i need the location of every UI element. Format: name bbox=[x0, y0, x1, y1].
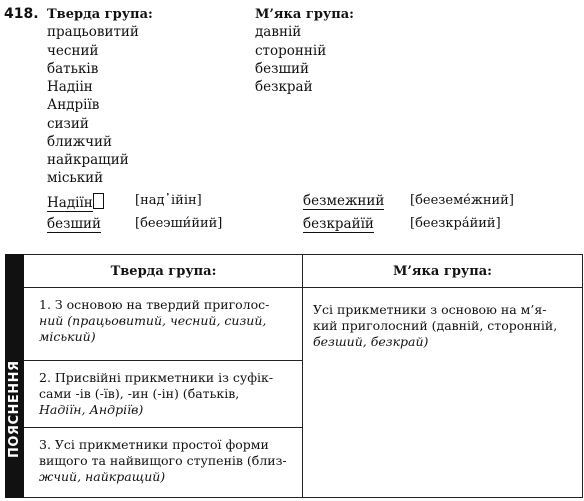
hard-group-heading: Тверда група: bbox=[47, 7, 153, 22]
hard-word: найкращий bbox=[47, 152, 129, 168]
analysis-word bbox=[303, 193, 384, 209]
analysis-word bbox=[47, 216, 101, 232]
transcription: [бееэши́йий] bbox=[135, 216, 223, 231]
transcription: [над᾽ійін] bbox=[135, 193, 202, 208]
soft-group-heading: М’яка група: bbox=[255, 7, 354, 22]
row-line: ний (працьовитий, чесний, сизий, bbox=[39, 313, 267, 328]
hard-row-3 bbox=[39, 437, 299, 485]
row-line: 3. Усі прикметники простої форми bbox=[39, 437, 269, 452]
row-line: Усі прикметники з основою на м’я- bbox=[313, 302, 547, 317]
row-line: безший, безкрай) bbox=[313, 334, 429, 349]
soft-word: безкрай bbox=[255, 79, 313, 95]
row-line: сами -ів (-їв), -ин (-ін) (батьків, bbox=[39, 386, 240, 401]
row-line: кий приголосний (давній, сторонній, bbox=[313, 318, 558, 333]
hard-word: чесний bbox=[47, 43, 99, 59]
table-border bbox=[582, 254, 583, 498]
table-border bbox=[24, 360, 303, 361]
hard-word: сизий bbox=[47, 116, 89, 132]
word-stem: Надіїн bbox=[47, 195, 93, 211]
hard-word: Андріїв bbox=[47, 97, 100, 113]
table-border bbox=[24, 287, 582, 288]
table-border bbox=[302, 254, 303, 498]
row-line: жчий, найкращий) bbox=[39, 469, 166, 484]
table-border bbox=[24, 427, 303, 428]
hard-word: Надіін bbox=[47, 79, 93, 95]
soft-row bbox=[313, 302, 579, 350]
analysis-word bbox=[303, 216, 374, 232]
soft-word: давній bbox=[255, 24, 302, 40]
col-header-hard: Тверда група: bbox=[110, 264, 217, 279]
word-stem: безмежний bbox=[303, 193, 385, 209]
row-line: 2. Присвійні прикметники із суфік- bbox=[39, 370, 274, 385]
row-line: вищого та найвищого ступенів (близ- bbox=[39, 453, 287, 468]
analysis-word bbox=[47, 193, 104, 211]
explanation-table bbox=[5, 254, 583, 498]
row-line: міський) bbox=[39, 329, 96, 344]
hard-row-1 bbox=[39, 297, 299, 345]
row-line: 1. З основою на твердий приголос- bbox=[39, 297, 270, 312]
side-label: ПОЯСНЕННЯ bbox=[7, 360, 22, 458]
transcription: [бееземе́жний] bbox=[410, 193, 514, 208]
table-border bbox=[24, 254, 582, 255]
side-label-bar bbox=[5, 254, 24, 498]
word-stem: безший bbox=[47, 216, 102, 232]
col-header-soft: М’яка група: bbox=[393, 264, 492, 279]
table-border bbox=[24, 497, 582, 498]
soft-word: безший bbox=[255, 61, 310, 77]
exercise-number: 418. bbox=[4, 6, 39, 22]
hard-row-2 bbox=[39, 370, 299, 418]
hard-word: міський bbox=[47, 170, 104, 186]
ending-box bbox=[93, 193, 104, 209]
word-stem: безкрайїй bbox=[303, 216, 374, 232]
row-line: Надіїн, Андріїв) bbox=[39, 402, 144, 417]
hard-word: працьовитий bbox=[47, 24, 139, 40]
soft-word: сторонній bbox=[255, 43, 327, 59]
hard-word: ближчий bbox=[47, 134, 113, 150]
transcription: [беезкра́йий] bbox=[410, 216, 501, 231]
hard-word: батьків bbox=[47, 61, 99, 77]
